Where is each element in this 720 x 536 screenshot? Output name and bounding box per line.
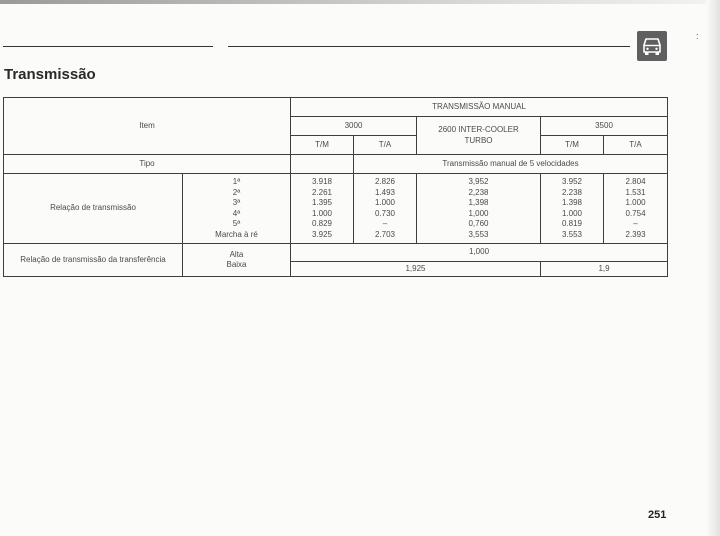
- ratios-2800: 3,952 2,238 1,398 1,000 0,760 3,553: [417, 174, 541, 244]
- table-row: [4, 98, 668, 117]
- ratios-3000-tm: 3.918 2.261 1.395 1.000 0.829 3.925: [291, 174, 354, 244]
- model-3500-header: 3500: [541, 117, 668, 136]
- table-row: [4, 244, 668, 262]
- header-rule-right: [228, 46, 630, 47]
- gear-labels: 1ª 2ª 3ª 4ª 5ª Marcha à ré: [183, 174, 291, 244]
- ratios-3500-tm: 3.952 2.238 1.398 1.000 0.819 3.553: [541, 174, 604, 244]
- transfer-label: Relação de transmissão da transferência: [4, 244, 183, 277]
- header-rule-left: [3, 46, 213, 47]
- tipo-blank: [291, 155, 354, 174]
- sub-header-ta: T/A: [604, 136, 668, 155]
- tipo-label: Tipo: [4, 155, 291, 174]
- scan-top-edge: [0, 0, 720, 4]
- car-icon: [637, 31, 667, 61]
- table-row: [4, 174, 668, 244]
- scan-right-edge: [706, 0, 720, 536]
- transmission-spec-table: [3, 97, 668, 277]
- page-number: 251: [648, 509, 667, 521]
- model-2800-header: 2600 INTER-COOLER TURBO: [417, 117, 541, 155]
- group-header: TRANSMISSÃO MANUAL: [291, 98, 668, 117]
- transfer-alta-value: 1,000: [291, 244, 668, 262]
- transfer-ranges: Alta Baixa: [183, 244, 291, 277]
- page-title: Transmissão: [4, 66, 96, 83]
- ratios-3500-ta: 2.804 1.531 1.000 0.754 – 2.393: [604, 174, 668, 244]
- margin-mark: :: [696, 31, 699, 41]
- transfer-baixa-value: 1,9: [541, 262, 668, 277]
- table-row: [4, 155, 668, 174]
- transfer-baixa-value: 1,925: [291, 262, 541, 277]
- item-header: Item: [4, 98, 291, 155]
- sub-header-tm: T/M: [291, 136, 354, 155]
- relacao-label: Relação de transmissão: [4, 174, 183, 244]
- sub-header-ta: T/A: [354, 136, 417, 155]
- tipo-value: Transmissão manual de 5 velocidades: [354, 155, 668, 174]
- model-3000-header: 3000: [291, 117, 417, 136]
- sub-header-tm: T/M: [541, 136, 604, 155]
- ratios-3000-ta: 2.826 1.493 1.000 0.730 – 2.703: [354, 174, 417, 244]
